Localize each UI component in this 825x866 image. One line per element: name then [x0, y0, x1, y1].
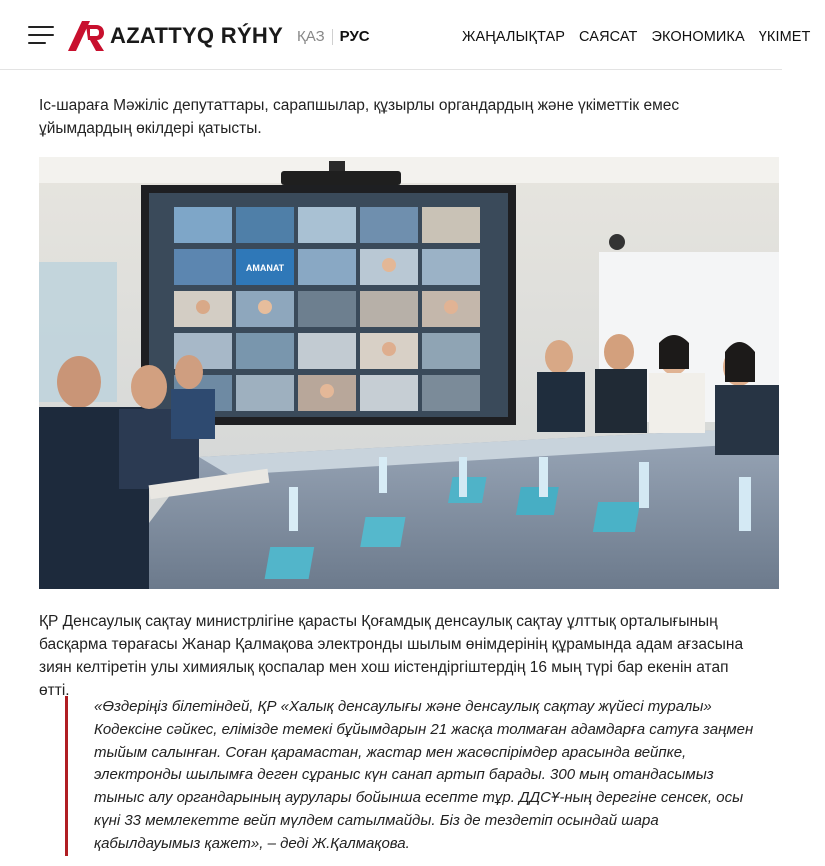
hamburger-menu-icon[interactable] — [28, 26, 54, 46]
site-logo[interactable] — [68, 21, 283, 51]
logo-text: AZATTYQ RÝHY — [110, 23, 284, 48]
nav-item-economy[interactable]: ЭКОНОМИКА — [651, 29, 745, 45]
article-paragraph: ҚР Денсаулық сақтау министрлігіне қарасты Қоғамдық денсаулық сақтау ұлттық орталығының басқарма төрағасы Жанар Қалмақова электронды шылым өнімдерінің құрамында адам ағзасына зиян келтіретін улы химиялық қоспалар мен хош иістендіргіштердің 16 мың түрі бар екенін атап өтті. — [39, 613, 744, 699]
nav-item-government[interactable]: ҮКІМЕТ — [758, 29, 811, 45]
lang-rus-link[interactable]: РУС — [339, 28, 370, 45]
site-header — [0, 0, 811, 70]
conference-photo-illustration — [39, 157, 779, 589]
screen-logo-label: AMANAT — [245, 263, 285, 273]
article-photo — [39, 157, 779, 589]
main-nav — [462, 29, 825, 45]
quote-text: «Өздеріңіз білетіндей, ҚР «Халық денсаулығы және денсаулық сақтау жүйесі туралы» Кодексіне сәйкес, елімізде темекі бұйымдарын 21 жасқа толмаған адамдарға сатуға заңмен тыйым салынған. Соған қарамастан, жастар мен жасөспірімдер арасында вейпке, электронды шылымға деген сұраныс күн санап артып барады. 300 мың отандасымыз тыныс алу органдарының аурулары бойынша есепте тұр. ДДСҰ-ның дерегіне сенсек, осы күні 33 мемлекетте вейп мүлдем сатылмайды. Біз де тездетіп осындай шара қабылдауымыз қажет», – деді Ж.Қалмақова. — [94, 698, 754, 852]
nav-item-politics[interactable]: САЯСАТ — [579, 29, 638, 45]
video-grid — [174, 207, 480, 411]
article-quote — [65, 696, 765, 856]
logo-mark-icon — [68, 21, 106, 51]
language-switcher — [297, 28, 370, 45]
lang-divider — [332, 29, 333, 45]
article-paragraph: Іс-шараға Мәжіліс депутаттары, сарапшылар, құзырлы органдардың және үкіметтік емес ұйымдардың өкілдері қатысты. — [39, 97, 680, 137]
lang-kaz-link[interactable]: ҚАЗ — [297, 28, 325, 45]
nav-item-news[interactable]: ЖАҢАЛЫҚТАР — [462, 29, 566, 45]
